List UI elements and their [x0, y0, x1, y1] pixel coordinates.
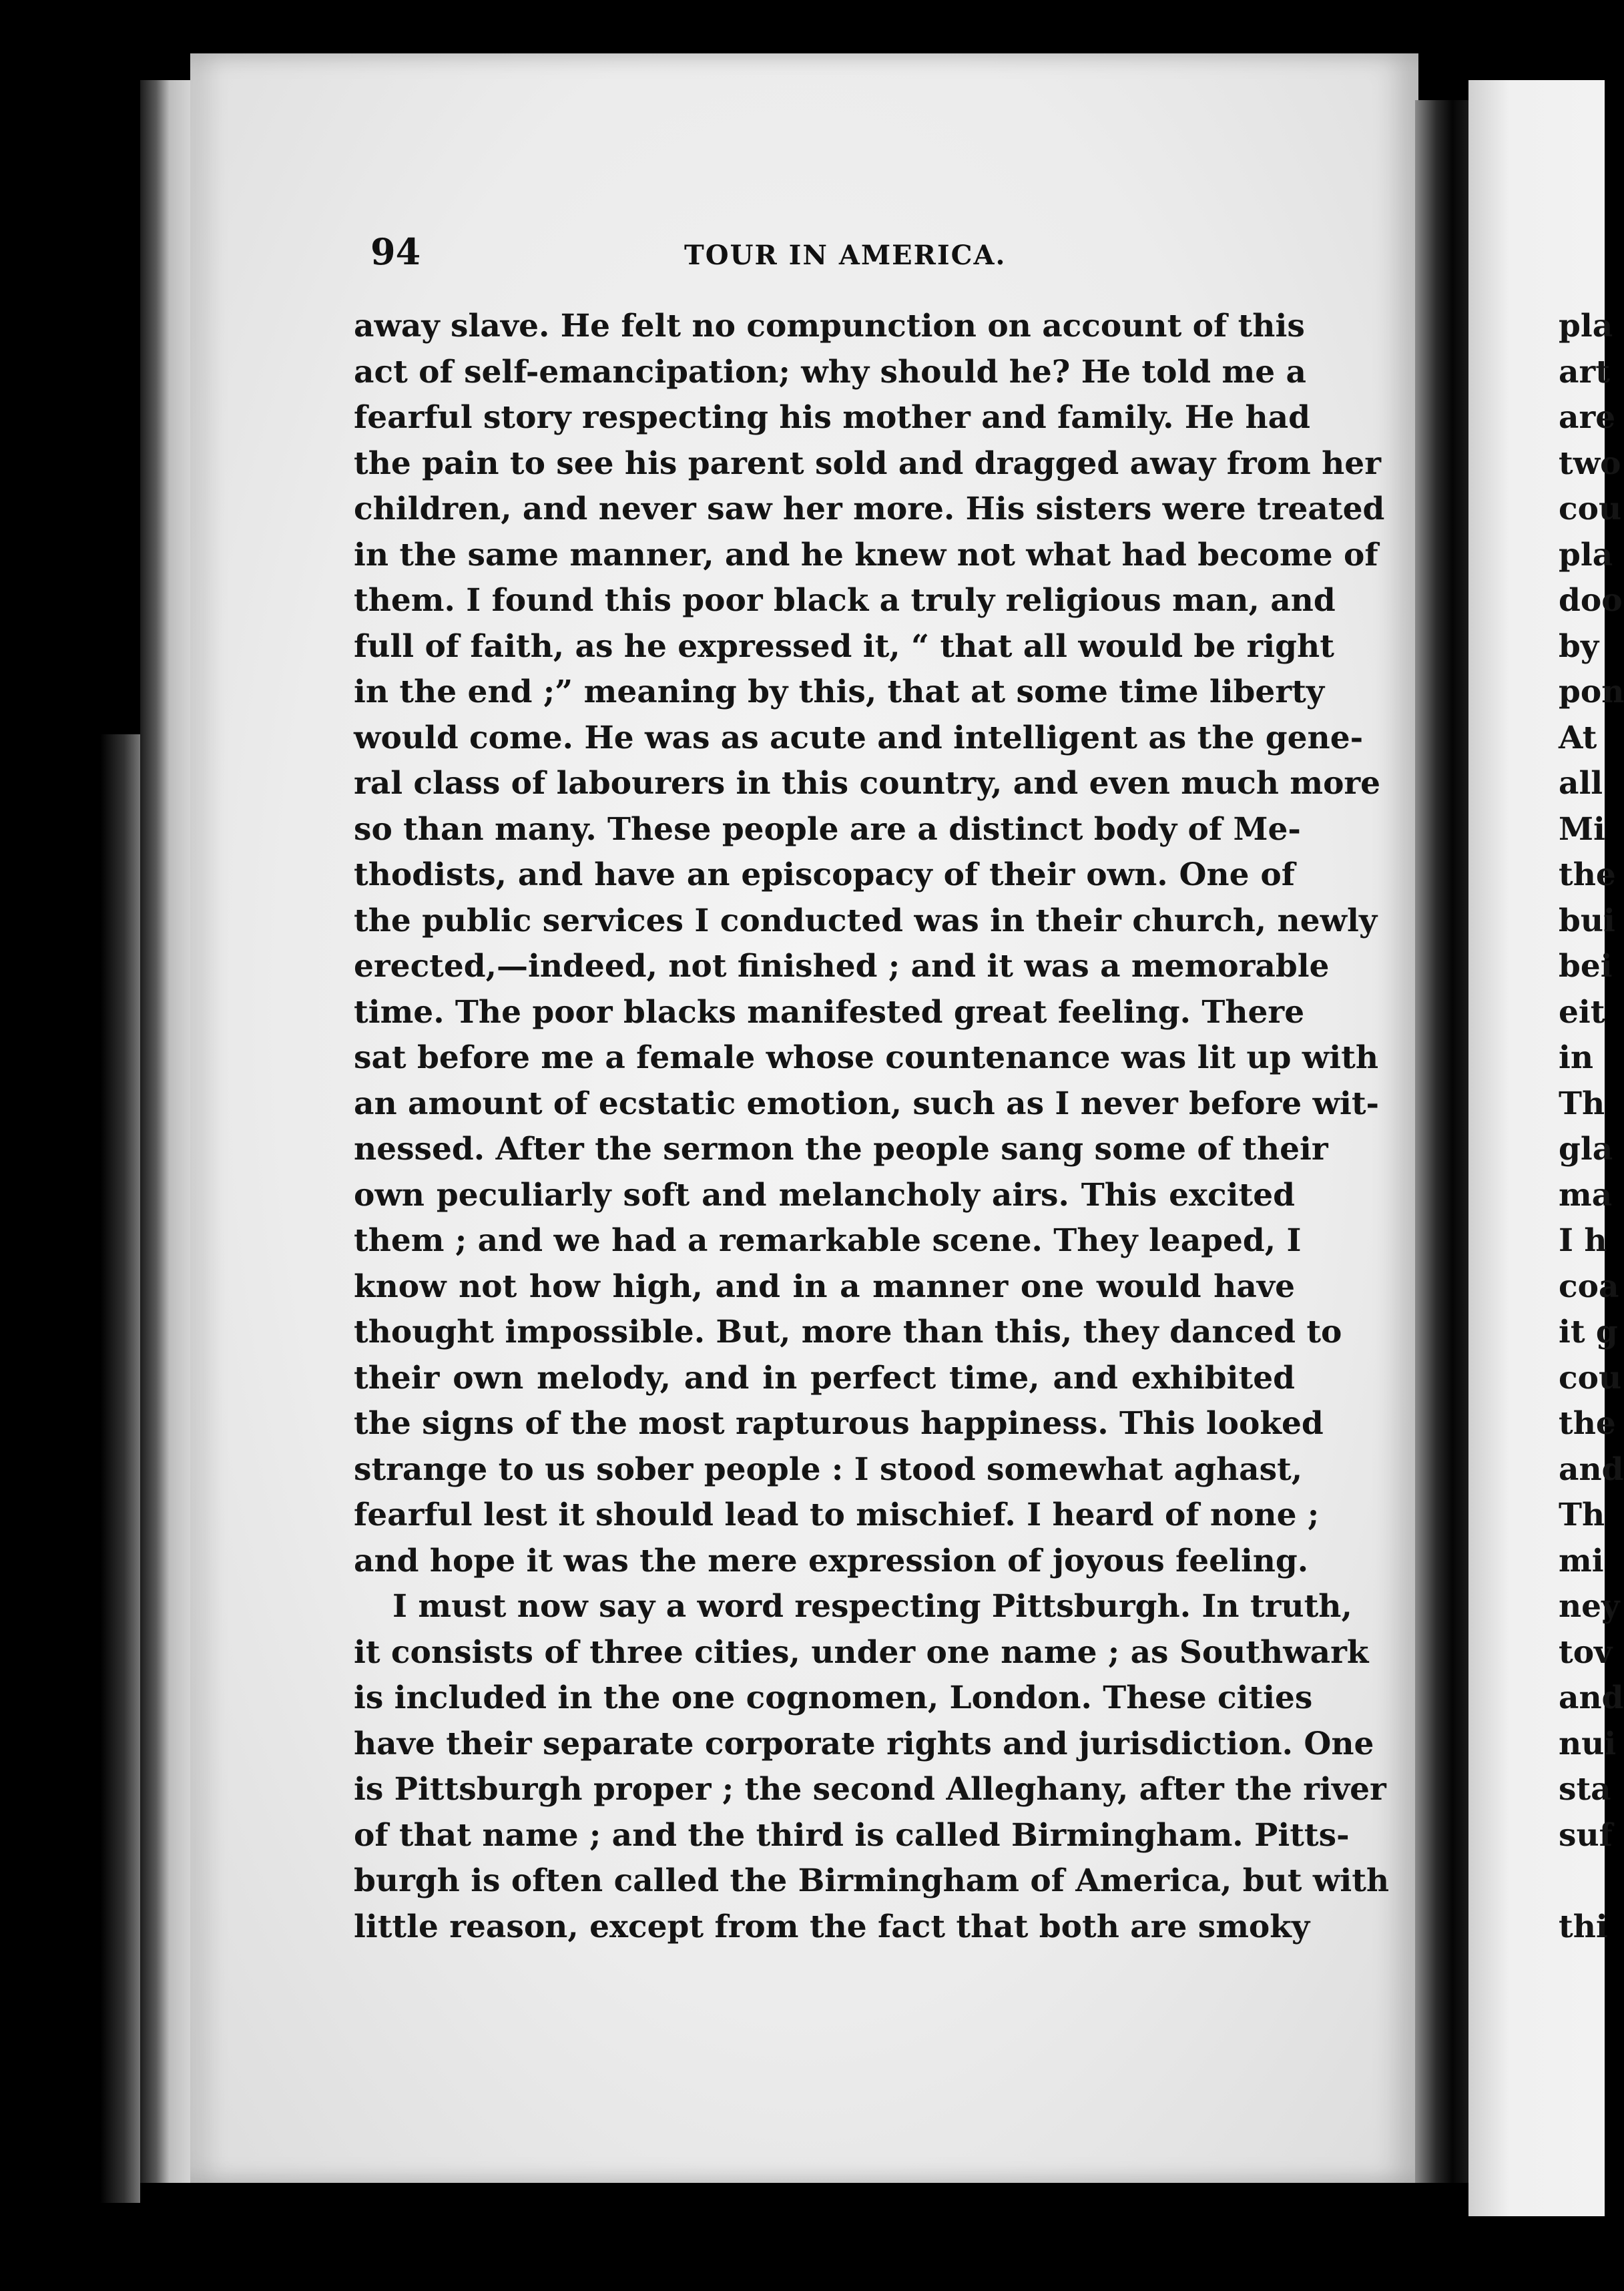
- text-fragment: coa: [1559, 1268, 1619, 1305]
- text-line: ral class of labourers in this country, and even much more: [354, 765, 1381, 802]
- page-number: 94: [370, 230, 421, 273]
- text-line: own peculiarly soft and melancholy airs. This excited: [354, 1176, 1295, 1214]
- text-fragment: Mi: [1559, 810, 1605, 848]
- text-fragment: are: [1559, 399, 1616, 436]
- text-line: in the same manner, and he knew not what had become of: [354, 536, 1378, 573]
- text-fragment: suf: [1559, 1816, 1613, 1854]
- text-line: burgh is often called the Birmingham of America, but with: [354, 1862, 1390, 1899]
- text-fragment: bui: [1559, 902, 1615, 939]
- text-fragment: two: [1559, 445, 1621, 482]
- text-fragment: doo: [1559, 582, 1623, 619]
- text-fragment: sta: [1559, 1771, 1611, 1808]
- text-fragment: it g: [1559, 1314, 1618, 1350]
- text-fragment: thi: [1559, 1908, 1608, 1945]
- text-fragment: nui: [1559, 1725, 1617, 1762]
- text-fragment: cou: [1559, 1359, 1622, 1396]
- text-line: so than many. These people are a distinct body of Me-: [354, 810, 1301, 848]
- text-fragment: [1559, 1858, 1605, 1904]
- text-line: act of self-emancipation; why should he? He told me a: [354, 353, 1306, 391]
- text-line: the pain to see his parent sold and dragged away from her: [354, 445, 1381, 482]
- text-line: them. I found this poor black a truly religious man, and: [354, 582, 1336, 619]
- text-fragment: Th: [1559, 1497, 1605, 1533]
- text-line: an amount of ecstatic emotion, such as I never before wit-: [354, 1085, 1380, 1122]
- text-fragment: pla: [1559, 308, 1613, 344]
- text-fragment: tov: [1559, 1633, 1613, 1671]
- text-line: strange to us sober people : I stood somewhat aghast,: [354, 1451, 1303, 1488]
- text-fragment: I h: [1559, 1222, 1607, 1259]
- page-edge-shadow: [140, 80, 194, 2183]
- text-line: fearful story respecting his mother and family. He had: [354, 399, 1310, 436]
- text-line: would come. He was as acute and intelligent as the gene-: [354, 719, 1364, 756]
- text-line: sat before me a female whose countenance was lit up with: [354, 1039, 1379, 1076]
- text-line: time. The poor blacks manifested great feeling. There: [354, 993, 1305, 1031]
- text-fragment: pla: [1559, 536, 1613, 573]
- text-fragment: eit: [1559, 993, 1605, 1031]
- text-line: is Pittsburgh proper ; the second Alleghany, after the river: [354, 1771, 1386, 1808]
- text-fragment: cou: [1559, 491, 1622, 527]
- text-line: of that name ; and the third is called Birmingham. Pitts-: [354, 1816, 1350, 1854]
- text-line: it consists of three cities, under one name ; as Southwark: [354, 1633, 1369, 1671]
- book-gutter: [1415, 100, 1468, 2183]
- text-fragment: the: [1559, 856, 1616, 893]
- text-line: thodists, and have an episcopacy of their own. One of: [354, 856, 1295, 893]
- text-line: nessed. After the sermon the people sang some of their: [354, 1131, 1328, 1168]
- text-line: and hope it was the mere expression of joyous feeling.: [354, 1542, 1309, 1579]
- text-fragment: mi: [1559, 1542, 1604, 1579]
- text-fragment: in: [1559, 1039, 1594, 1076]
- text-fragment: art: [1559, 353, 1610, 391]
- text-fragment: ma: [1559, 1176, 1613, 1214]
- text-line: away slave. He felt no compunction on account of this: [354, 308, 1305, 344]
- text-fragment: and: [1559, 1451, 1624, 1488]
- text-line: their own melody, and in perfect time, and exhibited: [354, 1359, 1295, 1396]
- right-page-text-fragments: [1559, 304, 1624, 1950]
- text-fragment: the: [1559, 1405, 1616, 1442]
- text-line: in the end ;” meaning by this, that at some time liberty: [354, 674, 1325, 710]
- text-line: children, and never saw her more. His sisters were treated: [354, 491, 1385, 527]
- text-line: is included in the one cognomen, London. These cities: [354, 1680, 1313, 1716]
- page-header: [370, 230, 1305, 277]
- running-title: TOUR IN AMERICA.: [684, 240, 1007, 271]
- text-line: have their separate corporate rights and jurisdiction. One: [354, 1725, 1374, 1762]
- text-fragment: At: [1559, 719, 1597, 756]
- text-fragment: pon: [1559, 674, 1624, 710]
- text-line: I must now say a word respecting Pittsburgh. In truth,: [392, 1588, 1352, 1625]
- text-fragment: by: [1559, 627, 1599, 665]
- text-fragment: all: [1559, 765, 1603, 802]
- text-line: little reason, except from the fact that both are smoky: [354, 1908, 1310, 1945]
- text-line: the signs of the most rapturous happiness. This looked: [354, 1405, 1324, 1442]
- text-line: the public services I conducted was in their church, newly: [354, 902, 1378, 939]
- page-stack-edge: [100, 734, 140, 2203]
- text-line: thought impossible. But, more than this, they danced to: [354, 1314, 1342, 1350]
- text-line: erected,—indeed, not finished ; and it was a memorable: [354, 948, 1330, 985]
- text-line: know not how high, and in a manner one would have: [354, 1268, 1295, 1305]
- body-text: [354, 304, 1390, 1950]
- text-line: fearful lest it should lead to mischief. I heard of none ;: [354, 1497, 1320, 1533]
- text-line: them ; and we had a remarkable scene. They leaped, I: [354, 1222, 1302, 1259]
- text-fragment: gla: [1559, 1131, 1613, 1168]
- text-fragment: and: [1559, 1680, 1624, 1716]
- text-line: full of faith, as he expressed it, “ that all would be right: [354, 627, 1334, 665]
- text-fragment: Th: [1559, 1085, 1605, 1122]
- text-fragment: ney: [1559, 1588, 1620, 1625]
- text-fragment: bei: [1559, 948, 1613, 985]
